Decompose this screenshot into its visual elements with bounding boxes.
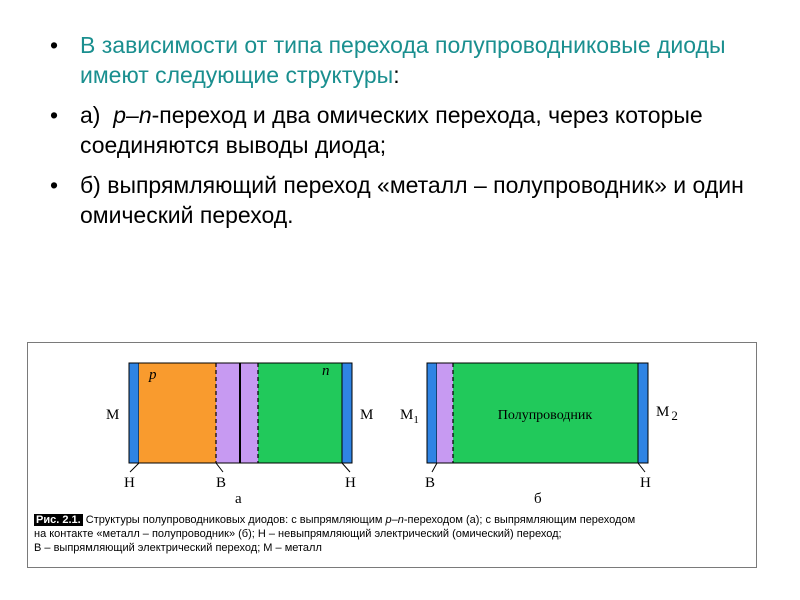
transition-region-b — [437, 363, 453, 463]
label-b-a: В — [216, 475, 227, 491]
figure-2-1 — [27, 342, 757, 568]
bullet-list — [50, 30, 770, 240]
label-semiconductor: Полупроводник — [497, 408, 593, 423]
bullet-item-3 — [50, 170, 770, 230]
label-h-right-a: Н — [345, 475, 356, 491]
caption-line1-pn: p–n — [385, 514, 404, 526]
label-b-b: В — [425, 475, 436, 491]
caption-line-1 — [34, 513, 750, 527]
sublabel-a: а — [235, 491, 242, 507]
label-h-left-a: Н — [124, 475, 135, 491]
bullet-2-italic: p–n — [113, 102, 152, 128]
transition-region-a — [216, 363, 258, 463]
structure-a — [106, 363, 373, 507]
bullet-item-2 — [50, 100, 770, 160]
caption-line1-a: Структуры полупроводниковых диодов: с выпрямляющим — [82, 514, 386, 526]
bullet-2-prefix: а) — [80, 102, 114, 128]
figure-caption — [34, 513, 750, 555]
caption-line-3: В – выпрямляющий электрический переход; М – металл — [34, 542, 322, 554]
metal-right-b — [638, 363, 648, 463]
label-m1 — [400, 407, 419, 426]
bullet-item-1 — [50, 30, 770, 90]
leader-h-left-a — [130, 463, 139, 472]
metal-left-b — [427, 363, 437, 463]
label-h-b: Н — [640, 475, 651, 491]
bullet-1-text: В зависимости от типа перехода полупроводниковые диоды имеют следующие структуры — [80, 32, 726, 88]
bullet-dot: • — [50, 172, 59, 198]
metal-left-a — [129, 363, 139, 463]
leader-h-right-a — [342, 463, 350, 472]
caption-line1-b: -переходом (а); с выпрямляющим переходом — [403, 514, 636, 526]
caption-line-2: на контакте «металл – полупроводник» (б); Н – невыпрямляющий электрический (омический) переход; — [34, 528, 562, 540]
label-m1-sub: 1 — [413, 414, 419, 426]
label-m-right-a: М — [360, 407, 374, 423]
label-n: n — [322, 363, 330, 379]
metal-right-a — [342, 363, 352, 463]
label-m2-sub: 2 — [671, 408, 678, 423]
label-p: p — [149, 367, 157, 383]
label-m2 — [656, 404, 678, 423]
bullet-dot: • — [50, 32, 59, 58]
leader-b-b — [432, 463, 437, 472]
structure-b — [400, 363, 678, 507]
bullet-2-text: -переход и два омических перехода, через которые соединяются выводы диода; — [80, 102, 703, 158]
label-m2-main: М — [656, 404, 670, 420]
bullet-1-tail: : — [393, 62, 400, 88]
leader-b-a — [216, 463, 223, 472]
caption-tag: Рис. 2.1. — [36, 514, 81, 526]
bullet-dot: • — [50, 102, 59, 128]
sublabel-b: б — [534, 491, 542, 507]
label-m-left-a: М — [106, 407, 120, 423]
leader-h-b — [638, 463, 645, 472]
bullet-3-text: б) выпрямляющий переход «металл – полупроводник» и один омический переход. — [80, 172, 744, 228]
label-m1-main: М — [400, 407, 414, 423]
